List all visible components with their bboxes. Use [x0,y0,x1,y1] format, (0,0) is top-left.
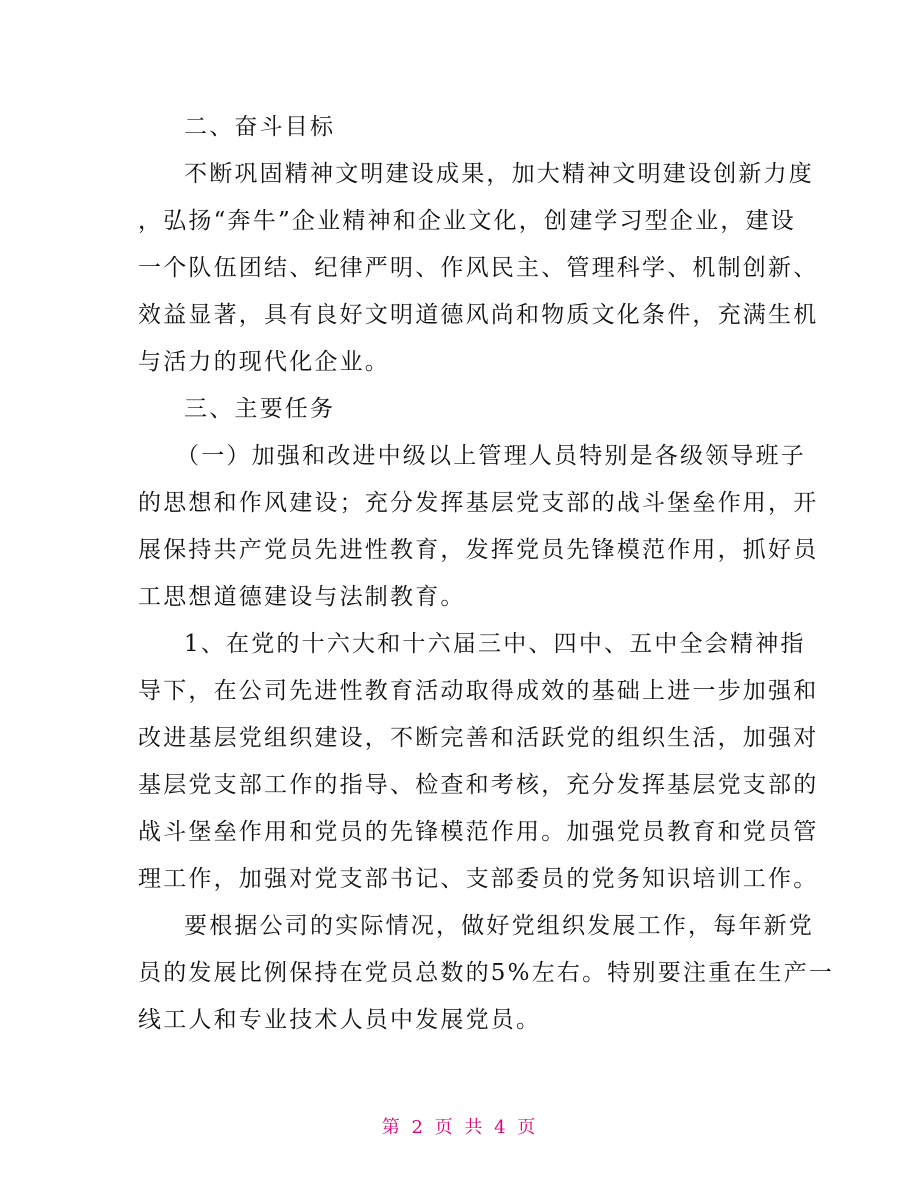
paragraph-line: 改进基层党组织建设，不断完善和活跃党的组织生活，加强对 [138,725,819,751]
paragraph-line: 导下，在公司先进性教育活动取得成效的基础上进一步加强和 [138,678,819,704]
page-number-footer: 第 2 页 共 4 页 [381,1117,539,1138]
paragraph-line: 工思想道德建设与法制教育。 [138,584,466,610]
paragraph-line: 不断巩固精神文明建设成果，加大精神文明建设创新力度 [184,161,814,187]
paragraph-line: （一）加强和改进中级以上管理人员特别是各级领导班子 [176,443,806,469]
paragraph-line: 的思想和作风建设；充分发挥基层党支部的战斗堡垒作用，开 [138,490,819,516]
paragraph-line: 基层党支部工作的指导、检查和考核，充分发挥基层党支部的 [138,772,819,798]
paragraph-line: 1、在党的十六大和十六届三中、四中、五中全会精神指 [184,631,806,657]
paragraph-line: 要根据公司的实际情况，做好党组织发展工作，每年新党 [184,913,814,939]
paragraph-line: ，弘扬“奔牛”企业精神和企业文化，创建学习型企业，建设 [138,208,796,234]
paragraph-line: 展保持共产党员先进性教育，发挥党员先锋模范作用，抓好员 [138,537,819,563]
paragraph-line: 效益显著，具有良好文明道德风尚和物质文化条件，充满生机 [138,302,819,328]
paragraph-line: 线工人和专业技术人员中发展党员。 [138,1007,542,1033]
document-body [138,104,835,1044]
paragraph-line: 与活力的现代化企业。 [138,349,390,375]
paragraph-line: 员的发展比例保持在党员总数的5%左右。特别要注重在生产一 [138,960,835,986]
paragraph-line: 一个队伍团结、纪律严明、作风民主、管理科学、机制创新、 [138,255,819,281]
paragraph-line: 理工作，加强对党支部书记、支部委员的党务知识培训工作。 [138,866,819,892]
section-heading-tasks: 三、主要任务 [184,396,336,422]
section-heading-goals: 二、奋斗目标 [184,114,336,140]
paragraph-line: 战斗堡垒作用和党员的先锋模范作用。加强党员教育和党员管 [138,819,819,845]
